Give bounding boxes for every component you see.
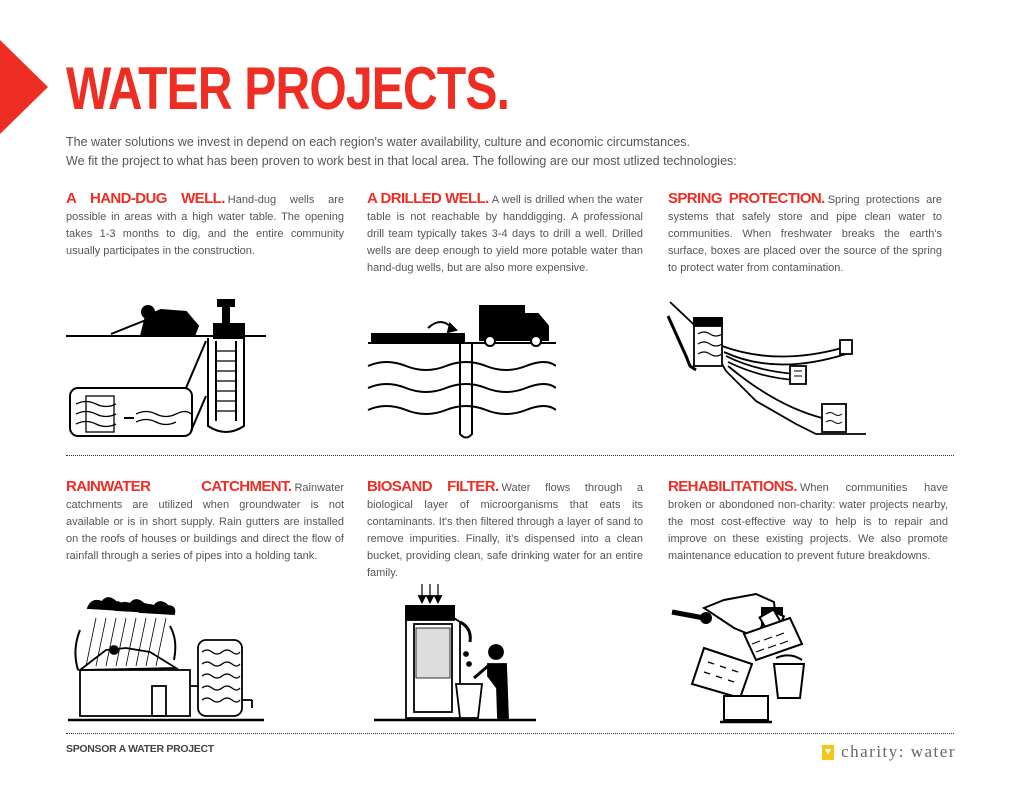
hand-dug-well-text: Hand-dug wells are possible in areas with a high water table. The opening takes 1-3 months to dig, and the entire community usually participates in the construction. bbox=[66, 194, 344, 257]
jerry-can-icon bbox=[821, 743, 835, 761]
rainwater-catchment-illustration bbox=[66, 590, 266, 725]
hand-dug-well-card bbox=[66, 190, 344, 260]
rehabilitations-title: REHABILITATIONS. bbox=[668, 478, 798, 495]
drilled-well-title: A DRILLED WELL. bbox=[367, 190, 489, 207]
drilled-well-card bbox=[367, 190, 643, 277]
rainwater-catchment-title: RAINWATER CATCHMENT. bbox=[66, 478, 292, 495]
hand-dug-well-illustration bbox=[66, 296, 266, 441]
hand-dug-well-title: A HAND-DUG WELL. bbox=[66, 190, 225, 207]
brand-name: charity: water bbox=[841, 742, 956, 761]
page-title: WATER PROJECTS. bbox=[66, 55, 510, 122]
section-divider bbox=[66, 455, 954, 456]
spring-protection-illustration bbox=[666, 296, 872, 441]
rehabilitations-text: When communities have broken or abondoned non-charity: water projects nearby, the most cost-effective way to help is to repair and improve on these existing projects. We also promote maintenance education to prevent future breakdowns. bbox=[668, 482, 948, 562]
sponsor-link[interactable]: SPONSOR A WATER PROJECT bbox=[66, 743, 214, 755]
intro-line-1: The water solutions we invest in depend on each region's water availability, culture and economic circumstances. bbox=[66, 135, 691, 149]
rehabilitations-card bbox=[668, 478, 948, 565]
intro bbox=[66, 133, 966, 171]
biosand-filter-text: Water flows through a biological layer of microorganisms that eats its contaminants. It's then filtered through a layer of sand to remove impurities. Finally, it's dispensed into a clean bucket, providing clean, safe drinking water for an entire family. bbox=[367, 482, 643, 579]
rainwater-catchment-card bbox=[66, 478, 344, 565]
rainwater-catchment-text: Rainwater catchments are utilized when groundwater is not available or is in short supply. Rain gutters are installed on the roofs of houses or buildings and direct the flow of rainfall through a series of pipes into a holding tank. bbox=[66, 482, 344, 562]
biosand-filter-title: BIOSAND FILTER. bbox=[367, 478, 499, 495]
biosand-filter-card bbox=[367, 478, 643, 582]
red-triangle-marker bbox=[0, 40, 48, 134]
drilled-well-text: A well is drilled when the water table is not reachable by handdigging. A professional drill team typically takes 3-4 days to drill a well. Drilled wells are deep enough to yield more potable water than hand-dug wells, but are also more expensive. bbox=[367, 194, 643, 274]
spring-protection-text: Spring protections are systems that safely store and pipe clean water to communities. When freshwater breaks the earth's surface, boxes are placed over the source of the spring to protect water from contamination. bbox=[668, 194, 942, 274]
spring-protection-title: SPRING PROTECTION. bbox=[668, 190, 825, 207]
footer-divider bbox=[66, 733, 954, 734]
brand-logo bbox=[821, 742, 956, 762]
intro-line-2: We fit the project to what has been proven to work best in that local area. The following are our most utlized technologies: bbox=[66, 154, 737, 168]
spring-protection-card bbox=[668, 190, 942, 277]
drilled-well-illustration bbox=[366, 296, 556, 441]
rehabilitations-illustration bbox=[664, 588, 814, 728]
biosand-filter-illustration bbox=[370, 580, 536, 725]
